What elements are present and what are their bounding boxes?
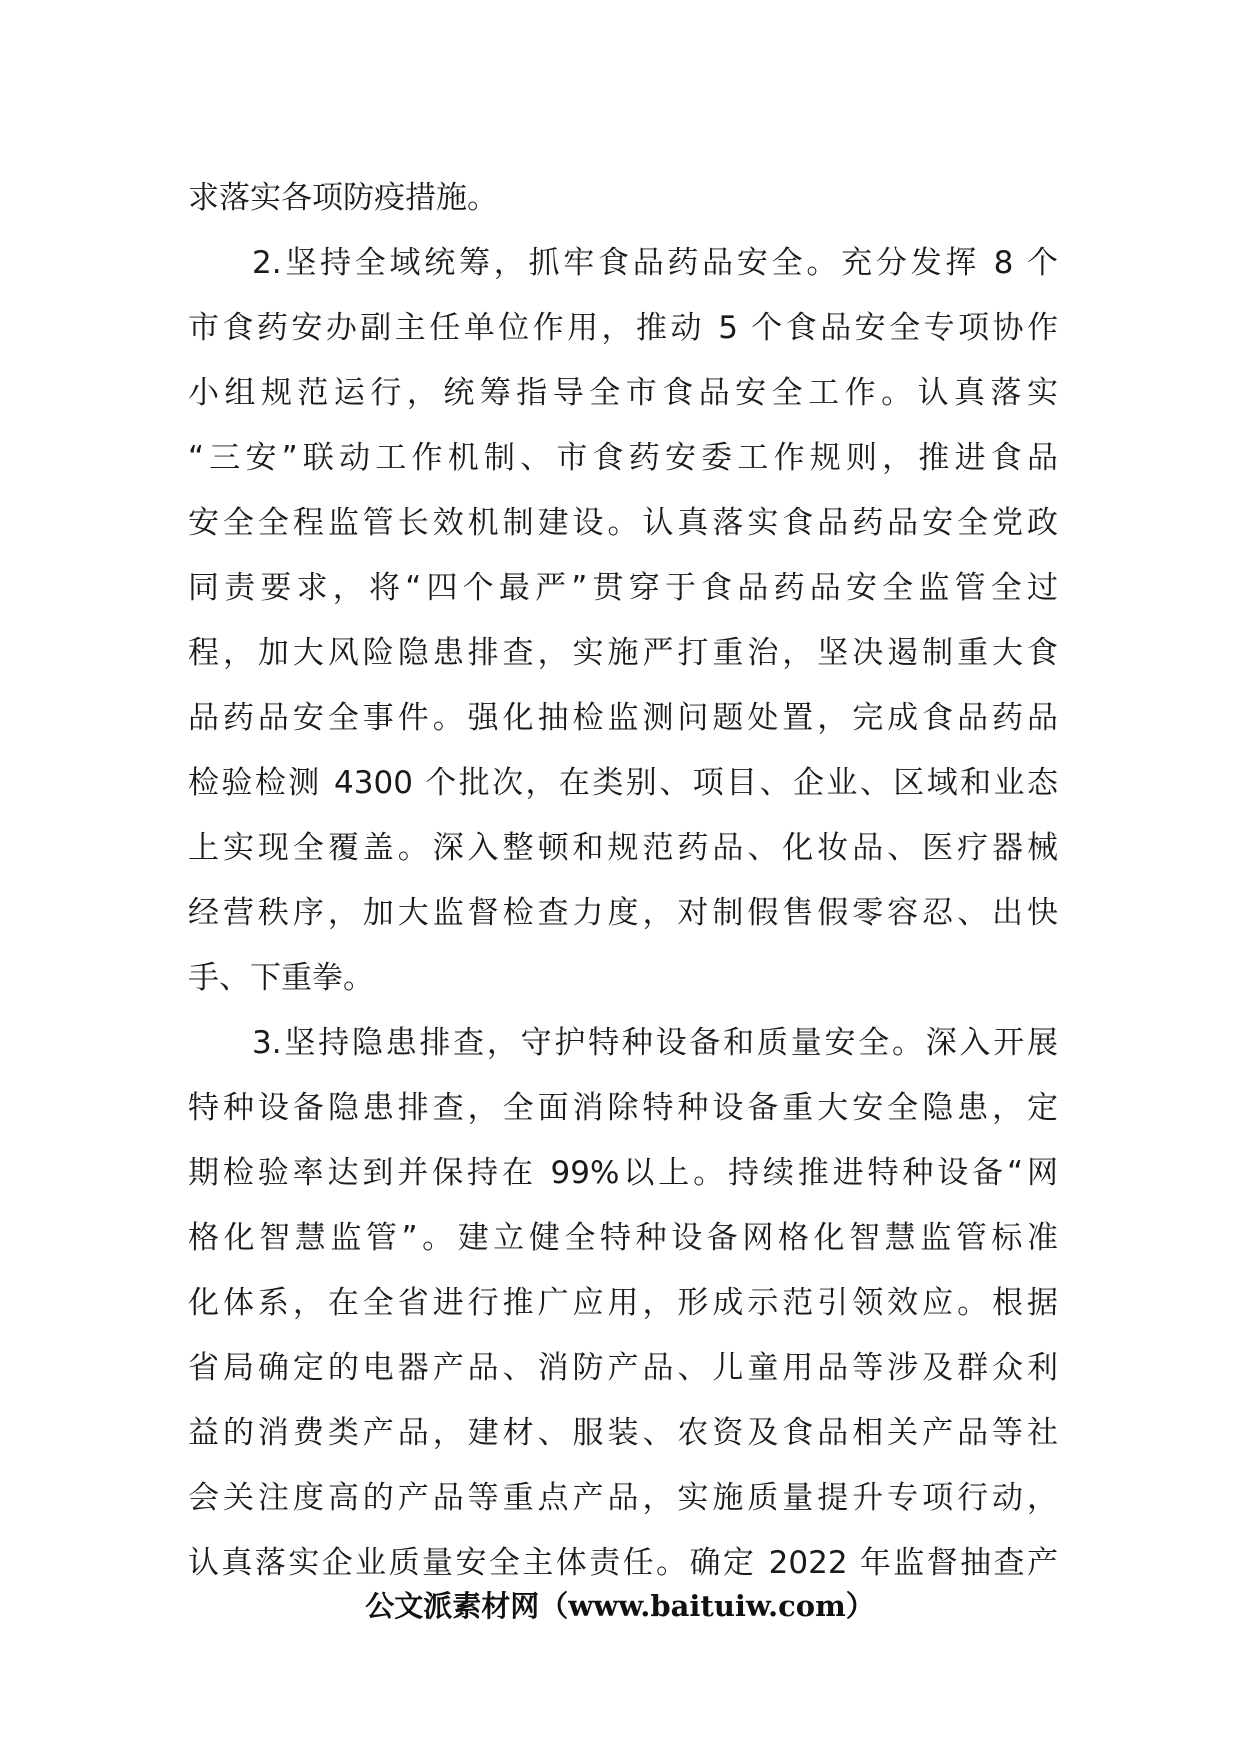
footer-site-url: （www.baituiw.com） — [539, 1589, 875, 1623]
text-line: 认真落实企业质量安全主体责任。确定 2022 年监督抽查产 — [188, 1545, 1058, 1581]
text-line: 期检验率达到并保持在 99%以上。持续推进特种设备“网 — [188, 1155, 1058, 1191]
text-line: 求落实各项防疫措施。 — [188, 180, 498, 216]
text-line: 检验检测 4300 个批次，在类别、项目、企业、区域和业态 — [188, 765, 1058, 801]
text-line: 安全全程监管长效机制建设。认真落实食品药品安全党政 — [188, 505, 1058, 541]
text-line: 益的消费类产品，建材、服装、农资及食品相关产品等社 — [188, 1415, 1058, 1451]
text-line: 程，加大风险隐患排查，实施严打重治，坚决遏制重大食 — [188, 635, 1058, 671]
text-line: 会关注度高的产品等重点产品，实施质量提升专项行动， — [188, 1480, 1058, 1516]
text-line: 同责要求，将“四个最严”贯穿于食品药品安全监管全过 — [188, 570, 1058, 606]
text-line: 经营秩序，加大监督检查力度，对制假售假零容忍、出快 — [188, 895, 1058, 931]
footer-site-name: 公文派素材网 — [365, 1589, 540, 1623]
text-line: 市食药安办副主任单位作用，推动 5 个食品安全专项协作 — [188, 310, 1058, 346]
text-line: 小组规范运行，统筹指导全市食品安全工作。认真落实 — [188, 375, 1058, 411]
text-line: 化体系，在全省进行推广应用，形成示范引领效应。根据 — [188, 1285, 1058, 1321]
text-line: 特种设备隐患排查，全面消除特种设备重大安全隐患，定 — [188, 1090, 1058, 1126]
document-body — [188, 166, 1058, 1596]
text-line: 格化智慧监管”。建立健全特种设备网格化智慧监管标准 — [188, 1220, 1058, 1256]
text-line: 手、下重拳。 — [188, 960, 374, 996]
text-line: 上实现全覆盖。深入整顿和规范药品、化妆品、医疗器械 — [188, 830, 1058, 866]
text-line: 2.坚持全域统筹，抓牢食品药品安全。充分发挥 8 个 — [252, 245, 1058, 281]
text-line: “三安”联动工作机制、市食药安委工作规则，推进食品 — [188, 440, 1058, 476]
page-footer — [0, 1586, 1240, 1626]
text-line: 3.坚持隐患排查，守护特种设备和质量安全。深入开展 — [252, 1025, 1058, 1061]
text-line: 省局确定的电器产品、消防产品、儿童用品等涉及群众利 — [188, 1350, 1058, 1386]
text-line: 品药品安全事件。强化抽检监测问题处置，完成食品药品 — [188, 700, 1058, 736]
